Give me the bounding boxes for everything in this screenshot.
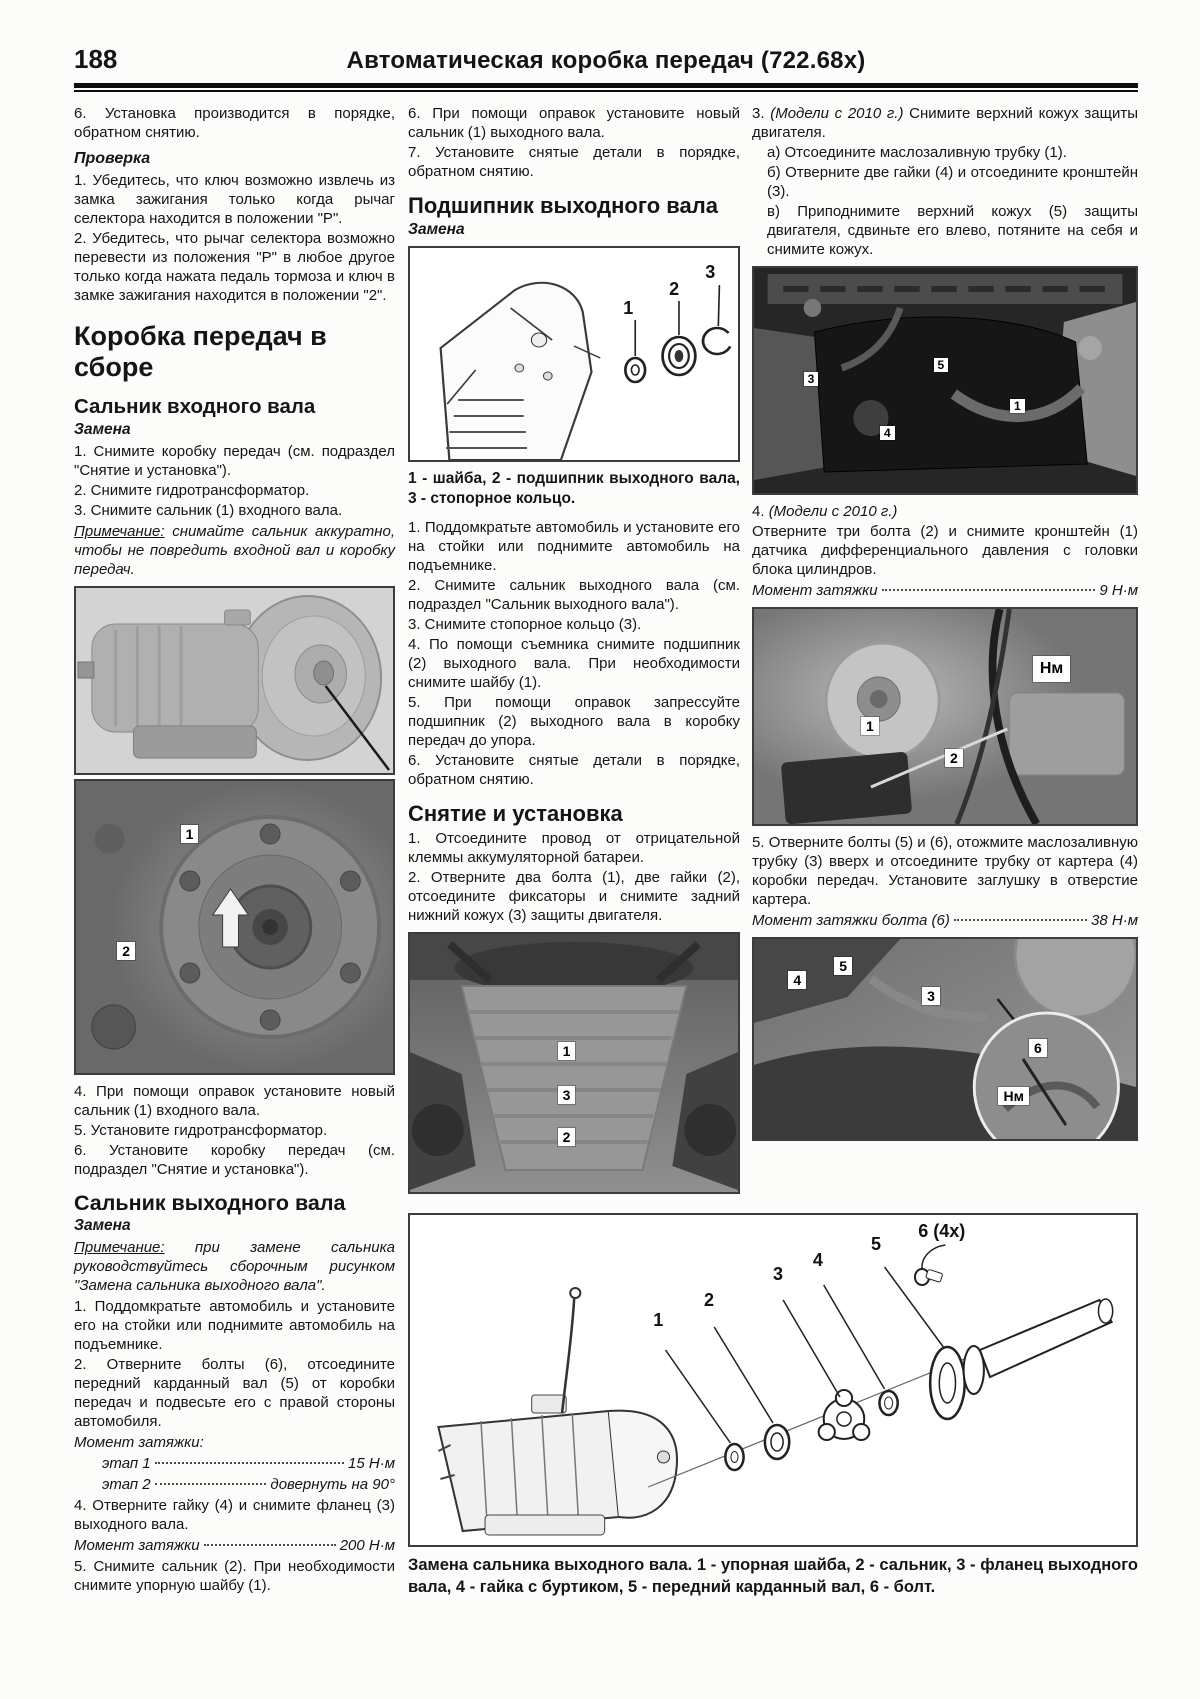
step-text: 1. Поддомкратьте автомобиль и установите его на стойки или поднимите автомобиль на подъемнике. xyxy=(74,1298,395,1353)
torque-label: Момент затяжки xyxy=(74,1537,200,1554)
subheading-removal-installation: Снятие и установка xyxy=(408,801,623,826)
substep-text: б) Отверните две гайки (4) и отсоедините кронштейн (3). xyxy=(767,164,1138,200)
exploded-diagram-caption: Замена сальника выходного вала. 1 - упорная шайба, 2 - сальник, 3 - фланец выходного вала, 4 - гайка с буртиком, 5 - передний карданный вал, 6 - болт. xyxy=(408,1556,1138,1596)
torque-label: Момент затяжки xyxy=(752,582,878,599)
step-text: Отверните три болта (2) и снимите кронштейн (1) датчика дифференциального давления с головки блока цилиндров. xyxy=(752,523,1138,578)
figure-bearing-diagram xyxy=(408,246,740,462)
step-text: 1. Убедитесь, что ключ возможно извлечь из замка зажигания только когда рычаг селектора находится в положении "P". xyxy=(74,172,395,227)
step-number: 3. xyxy=(752,105,765,122)
figure-label: 1 xyxy=(181,825,199,843)
page-number: 188 xyxy=(74,44,118,74)
dotted-leader xyxy=(954,919,1087,921)
page-header xyxy=(74,44,1138,75)
step-text xyxy=(752,502,1138,521)
torque-row xyxy=(74,1536,395,1555)
figure-label: 3 xyxy=(804,372,819,386)
figure-label: 1 xyxy=(558,1042,576,1060)
columns xyxy=(74,104,1138,1598)
step-text: 2. Снимите гидротрансформатор. xyxy=(74,482,310,499)
figure-label: 1 xyxy=(623,297,634,318)
step-text: 6. Установите снятые детали в порядке, обратном снятию. xyxy=(408,752,740,788)
figure-label: 6 (4x) xyxy=(918,1220,966,1241)
torque-value: 38 Н·м xyxy=(1091,912,1138,929)
step-text: 4. Отверните гайку (4) и снимите фланец (3) выходного вала. xyxy=(74,1497,395,1533)
note-text: снимайте сальник аккуратно, чтобы не повредить входной вал и коробку передач. xyxy=(74,523,395,578)
torque-value: 200 Н·м xyxy=(339,1537,395,1554)
torque-row xyxy=(752,911,1138,930)
torque-label: Момент затяжки: xyxy=(74,1434,204,1451)
torque-label: этап 1 xyxy=(102,1455,151,1472)
step-text: 3. Снимите сальник (1) входного вала. xyxy=(74,502,343,519)
note-text: при замене сальника руководствуйтесь сборочным рисунком "Замена сальника выходного вала". xyxy=(74,1239,395,1294)
substep-text: а) Отсоедините маслозаливную трубку (1). xyxy=(767,144,1067,161)
torque-row xyxy=(74,1454,395,1473)
section-heading-gearbox-assembly: Коробка передач в сборе xyxy=(74,321,327,382)
step-text: 5. Установите гидротрансформатор. xyxy=(74,1122,328,1139)
figure-label: 2 xyxy=(117,942,135,960)
figure-label: 4 xyxy=(880,426,895,440)
figure-label: 4 xyxy=(788,971,806,989)
models-note: (Модели с 2010 г.) xyxy=(768,503,898,520)
figure-oil-tube-photo xyxy=(752,937,1138,1141)
columns-2-3 xyxy=(408,104,1138,1201)
figure-sensor-bracket-photo xyxy=(752,607,1138,826)
step-text: 4. По помощи съемника снимите подшипник (2) выходного вала. При необходимости снимите шайбу (1). xyxy=(408,636,740,691)
figure-underbody-photo xyxy=(408,932,740,1194)
column-right xyxy=(752,104,1138,1201)
zamena-label: Замена xyxy=(74,1217,131,1234)
column-left xyxy=(74,104,395,1598)
step-text: 6. Установка производится в порядке, обратном снятию. xyxy=(74,105,395,141)
step-text: 1. Отсоедините провод от отрицательной клеммы аккумуляторной батареи. xyxy=(408,830,740,866)
subheading-output-bearing: Подшипник выходного вала xyxy=(408,193,718,218)
transmission-photo-art xyxy=(76,588,393,773)
figure-engine-bay-photo xyxy=(752,266,1138,495)
figure-label: 1 xyxy=(653,1309,664,1330)
figure-label: 5 xyxy=(834,957,852,975)
step-text: 1. Снимите коробку передач (см. подраздел "Снятие и установка"). xyxy=(74,443,395,479)
models-note: (Модели с 2010 г.) xyxy=(770,105,904,122)
figure-label: 1 xyxy=(861,717,879,735)
substep-text: в) Приподнимите верхний кожух (5) защиты двигателя, сдвиньте его влево, потяните на себя и снимите кожух. xyxy=(767,203,1138,258)
step-rest: Снимите верхний кожух защиты двигателя. xyxy=(752,105,1138,141)
bearing-diagram-art xyxy=(410,248,738,460)
figure-label: 4 xyxy=(812,1250,823,1271)
dotted-leader xyxy=(204,1544,336,1546)
note-label: Примечание: xyxy=(74,1239,165,1256)
torque-value: 9 Н·м xyxy=(1099,582,1138,599)
figure-caption: 1 - шайба, 2 - подшипник выходного вала, 3 - стопорное кольцо. xyxy=(408,470,740,507)
figure-label-nm: Нм xyxy=(1033,656,1070,682)
seal-closeup-art xyxy=(76,781,393,1073)
dotted-leader xyxy=(155,1483,267,1485)
figure-label: 5 xyxy=(871,1233,882,1254)
torque-label: Момент затяжки болта (6) xyxy=(752,912,950,929)
torque-row xyxy=(74,1475,395,1494)
torque-heading xyxy=(74,1433,395,1452)
step-text: 4. При помощи оправок установите новый сальник (1) входного вала. xyxy=(74,1083,395,1119)
figure-transmission-photo xyxy=(74,586,395,775)
figure-label: 2 xyxy=(704,1289,715,1310)
figure-label: 6 xyxy=(1029,1039,1047,1057)
step-text: 5. Снимите сальник (2). При необходимости снимите упорную шайбу (1). xyxy=(74,1558,395,1594)
header-rule-thick xyxy=(74,83,1138,88)
step-text: 2. Убедитесь, что рычаг селектора возможно перевести из положения "P" в любое другое только когда нажата педаль тормоза и ключ в замке зажигания находится в положении "2". xyxy=(74,230,395,304)
torque-value: 15 Н·м xyxy=(348,1455,395,1472)
right-region xyxy=(408,104,1138,1598)
torque-value: довернуть на 90° xyxy=(270,1476,395,1493)
zamena-label: Замена xyxy=(74,421,131,438)
torque-row xyxy=(752,581,1138,600)
page-title: Автоматическая коробка передач (722.68x) xyxy=(346,47,866,74)
figure-label: 1 xyxy=(1010,399,1025,413)
figure-label: 3 xyxy=(773,1263,784,1284)
step-text: 3. Снимите стопорное кольцо (3). xyxy=(408,616,642,633)
note-label: Примечание: xyxy=(74,523,165,540)
oil-tube-photo-art xyxy=(754,939,1136,1139)
figure-label: 5 xyxy=(934,358,949,372)
step-text: 2. Снимите сальник выходного вала (см. подраздел "Сальник выходного вала"). xyxy=(408,577,740,613)
figure-label: 2 xyxy=(945,749,963,767)
step-number: 4. xyxy=(752,503,765,520)
dotted-leader xyxy=(155,1462,344,1464)
torque-label: этап 2 xyxy=(102,1476,151,1493)
step-text: 2. Отверните болты (6), отсоедините передний карданный вал (5) от коробки передач и подвесьте его с правой стороны автомобиля. xyxy=(74,1356,395,1430)
step-text: 6. Установите коробку передач (см. подраздел "Снятие и установка"). xyxy=(74,1142,395,1178)
figure-input-seal-closeup xyxy=(74,779,395,1075)
subheading-output-seal: Сальник выходного вала xyxy=(74,1191,346,1215)
step-text: 5. Отверните болты (5) и (6), отожмите маслозаливную трубку (3) вверх и отсоедините трубку от картера (4) коробки передач. Установите заглушку в отверстие картера. xyxy=(752,834,1138,908)
figure-label-nm: Нм xyxy=(998,1087,1028,1105)
figure-label: 2 xyxy=(669,278,680,299)
step-text xyxy=(752,104,1138,142)
zamena-label: Замена xyxy=(408,221,465,238)
step-text: 7. Установите снятые детали в порядке, обратном снятию. xyxy=(408,144,740,180)
dotted-leader xyxy=(882,589,1096,591)
step-text: 6. При помощи оправок установите новый сальник (1) выходного вала. xyxy=(408,105,740,141)
figure-label: 3 xyxy=(922,987,940,1005)
sensor-bracket-photo-art xyxy=(754,609,1136,824)
figure-label: 2 xyxy=(558,1128,576,1146)
figure-label: 3 xyxy=(558,1086,576,1104)
header-rule-thin xyxy=(74,90,1138,92)
figure-exploded-diagram xyxy=(408,1213,1138,1547)
check-heading: Проверка xyxy=(74,150,151,167)
step-text: 2. Отверните два болта (1), две гайки (2), отсоедините фиксаторы и снимите задний нижний кожух (3) защиты двигателя. xyxy=(408,869,740,924)
figure-label: 3 xyxy=(705,261,716,282)
subheading-input-seal: Сальник входного вала xyxy=(74,395,316,418)
note xyxy=(74,1238,395,1295)
underbody-photo-art xyxy=(410,934,738,1192)
column-middle xyxy=(408,104,740,1201)
step-text: 1. Поддомкратьте автомобиль и установите его на стойки или поднимите автомобиль на подъемнике. xyxy=(408,519,740,574)
step-text: 5. При помощи оправок запрессуйте подшипник (2) выходного вала в коробку передач до упора. xyxy=(408,694,740,749)
note xyxy=(74,522,395,579)
